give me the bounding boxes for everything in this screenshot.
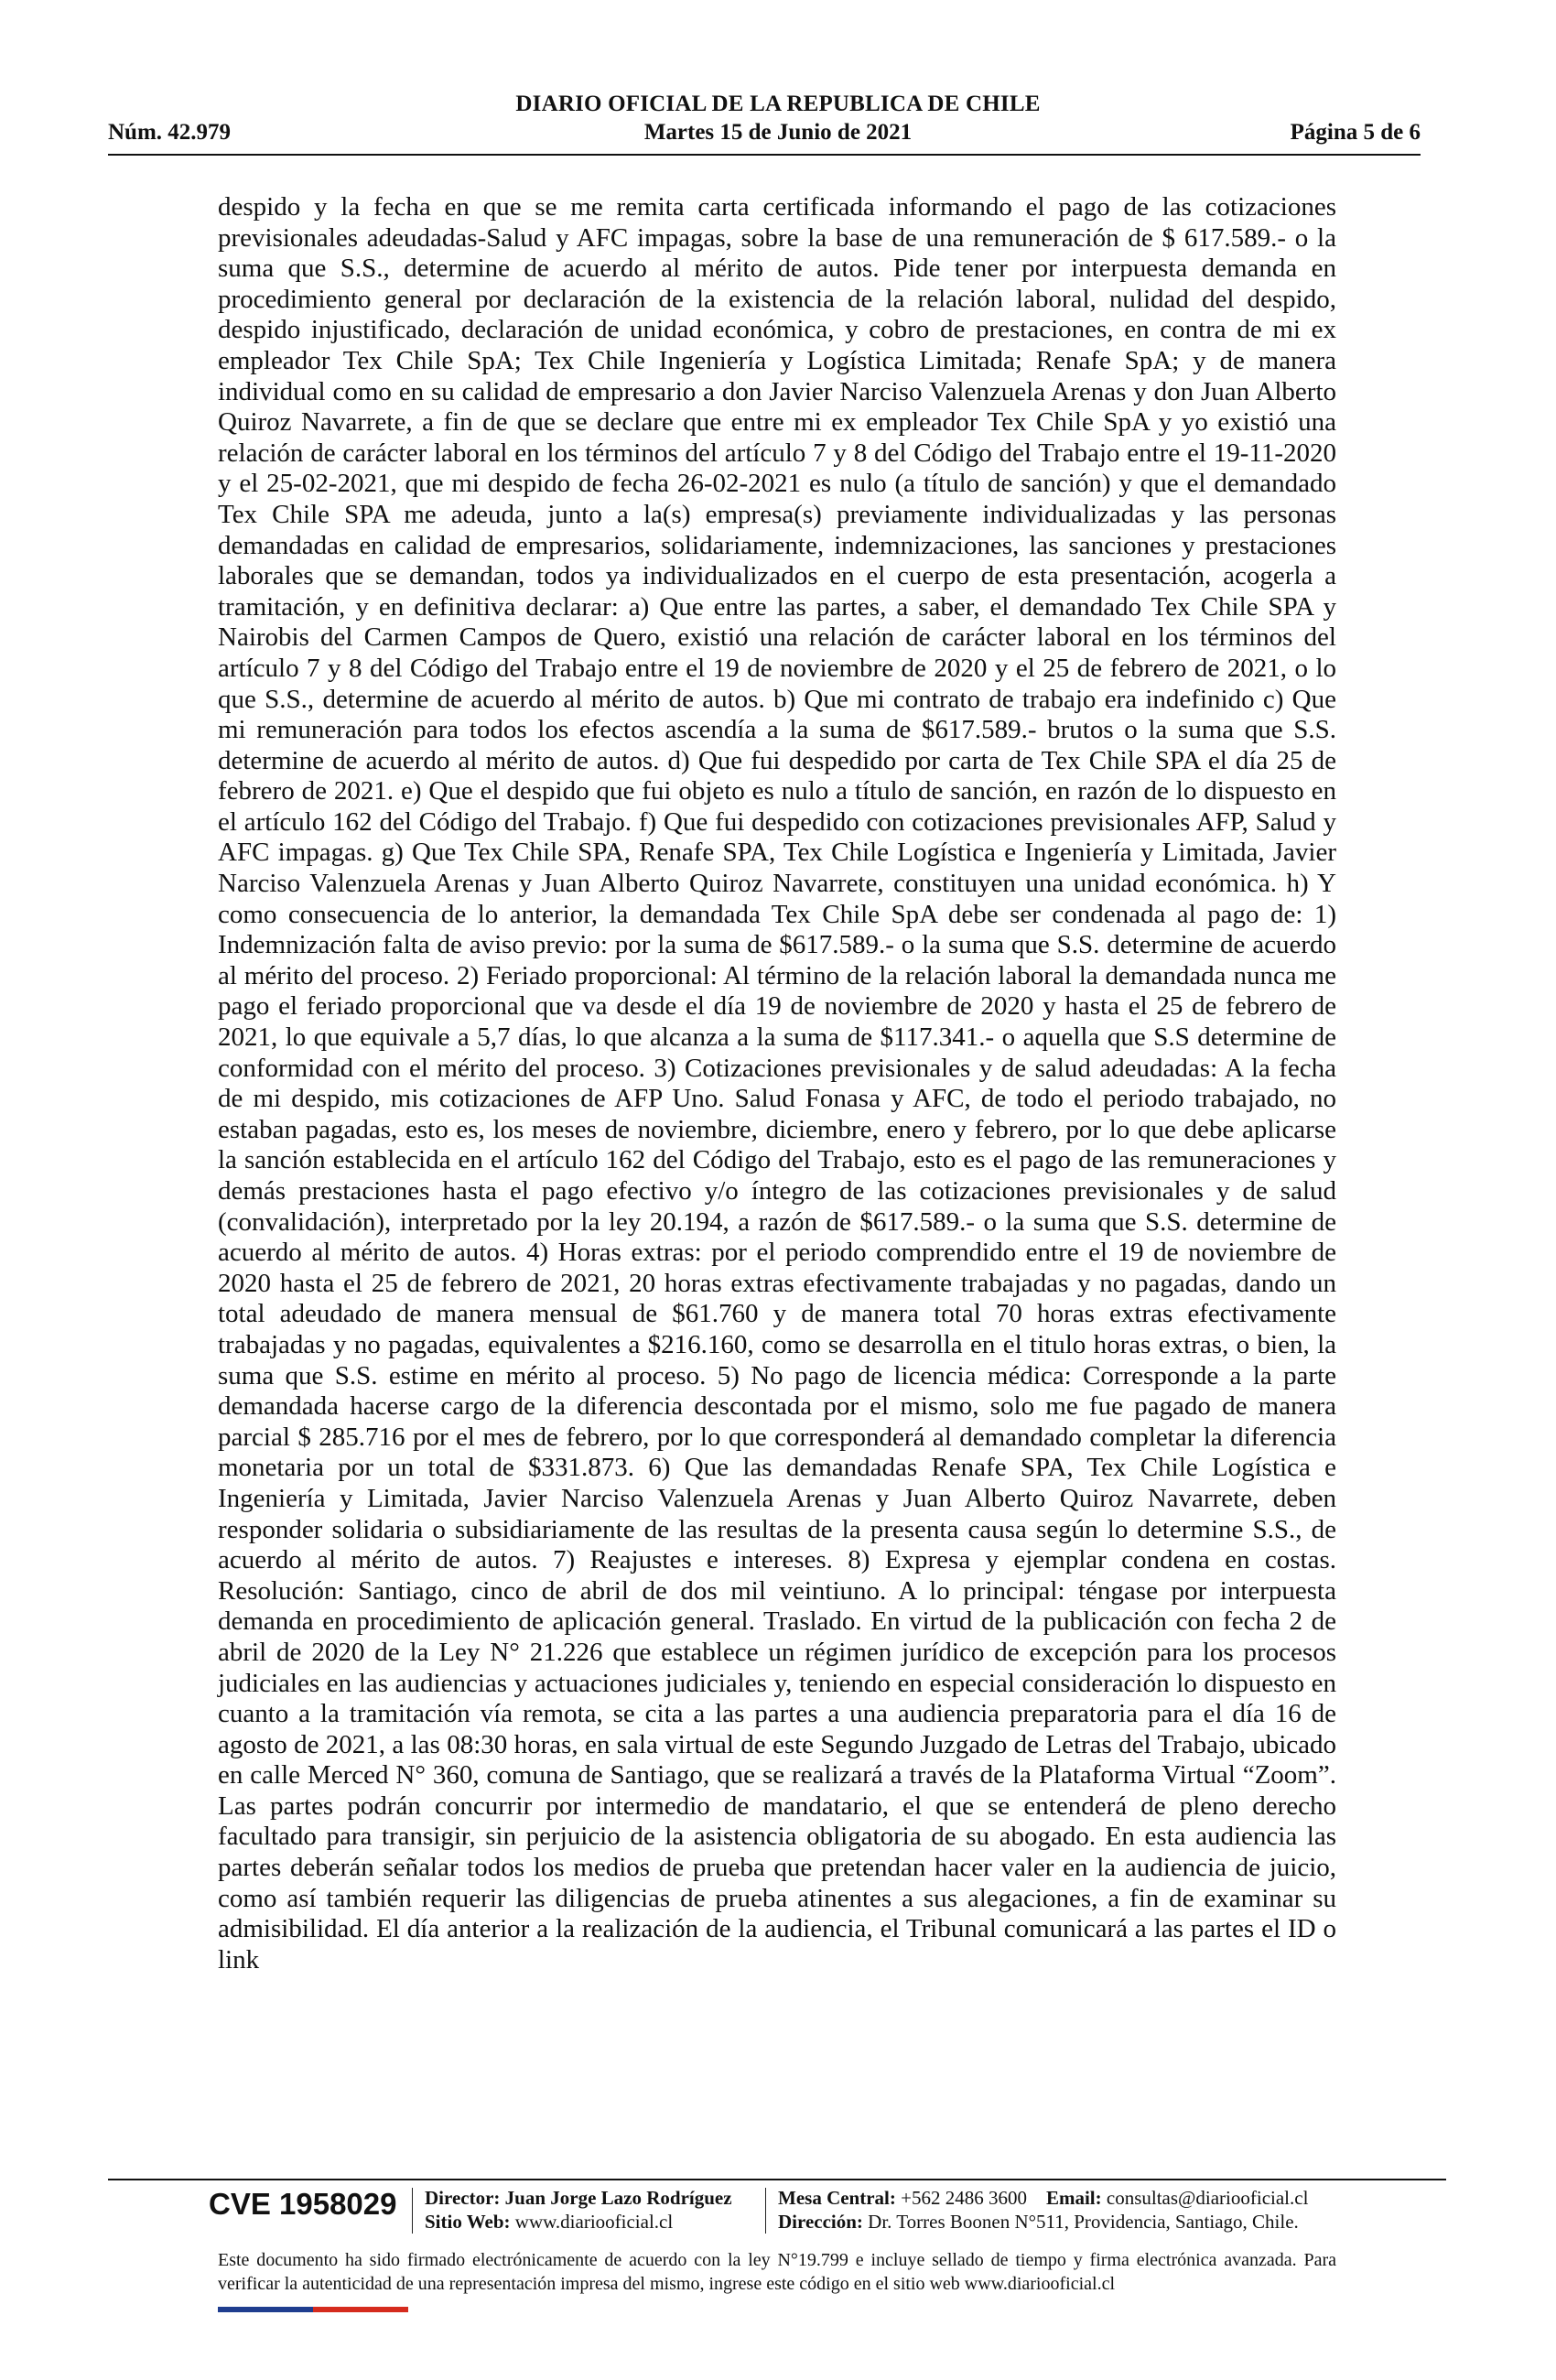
footer-separator: [412, 2188, 413, 2234]
director-label: Director:: [425, 2187, 501, 2209]
body-paragraph: despido y la fecha en que se me remita carta certificada informando el pago de las cotizaciones previsionales adeudadas-Salud y AFC impagas, sobre la base de una remuneración de $ 617.589.- o la suma que S.S., determine de acuerdo al mérito de autos. Pide tener por interpuesta demanda en procedimiento general por declaración de la existencia de la relación laboral, nulidad del despido, despido injustificado, declaración de unidad económica, y cobro de prestaciones, en contra de mi ex empleador Tex Chile SpA; Tex Chile Ingeniería y Logística Limitada; Renafe SpA; y de manera individual como en su calidad de empresario a don Javier Narciso Valenzuela Arenas y don Juan Alberto Quiroz Navarrete, a fin de que se declare que entre mi ex empleador Tex Chile SpA y yo existió una relación de carácter laboral en los términos del artículo 7 y 8 del Código del Trabajo entre el 19-11-2020 y el 25-02-2021, que mi despido de fecha 26-02-2021 es nulo (a título de sanción) y que el demandado Tex Chile SPA me adeuda, junto a la(s) empresa(s) previamente individualizadas y las personas demandadas en calidad de empresarios, solidariamente, indemnizaciones, las sanciones y prestaciones laborales que se demandan, todos ya individualizados en el cuerpo de esta presentación, acogerla a tramitación, y en definitiva declarar: a) Que entre las partes, a saber, el demandado Tex Chile SPA y Nairobis del Carmen Campos de Quero, existió una relación de carácter laboral en los términos del artículo 7 y 8 del Código del Trabajo entre el 19 de noviembre de 2020 y el 25 de febrero de 2021, o lo que S.S., determine de acuerdo al mérito de autos. b) Que mi contrato de trabajo era indefinido c) Que mi remuneración para todos los efectos ascendía a la suma de $617.589.- brutos o la suma que S.S. determine de acuerdo al mérito de autos. d) Que fui despedido por carta de Tex Chile SPA el día 25 de febrero de 2021. e) Que el despido que fui objeto es nulo a título de sanción, en razón de lo dispuesto en el artículo 162 del Código del Trabajo. f) Que fui despedido con cotizaciones previsionales AFP, Salud y AFC impagas. g) Que Tex Chile SPA, Renafe SPA, Tex Chile Logística e Ingeniería y Limitada, Javier Narciso Valenzuela Arenas y Juan Alberto Quiroz Navarrete, constituyen una unidad económica. h) Y como consecuencia de lo anterior, la demandada Tex Chile SpA debe ser condenada al pago de: 1) Indemnización falta de aviso previo: por la suma de $617.589.- o la suma que S.S. determine de acuerdo al mérito del proceso. 2) Feriado proporcional: Al término de la relación laboral la demandada nunca me pago el feriado proporcional que va desde el día 19 de noviembre de 2020 y hasta el 25 de febrero de 2021, lo que equivale a 5,7 días, lo que alcanza a la suma de $117.341.- o aquella que S.S determine de conformidad con el mérito del proceso. 3) Cotizaciones previsionales y de salud adeudadas: A la fecha de mi despido, mis cotizaciones de AFP Uno. Salud Fonasa y AFC, de todo el periodo trabajado, no estaban pagadas, esto es, los meses de noviembre, diciembre, enero y febrero, por lo que debe aplicarse la sanción establecida en el artículo 162 del Código del Trabajo, esto es el pago de las remuneraciones y demás prestaciones hasta el pago efectivo y/o íntegro de las cotizaciones previsionales y de salud (convalidación), interpretado por la ley 20.194, a razón de $617.589.- o la suma que S.S. determine de acuerdo al mérito de autos. 4) Horas extras: por el periodo comprendido entre el 19 de noviembre de 2020 hasta el 25 de febrero de 2021, 20 horas extras efectivamente trabajadas y no pagadas, dando un total adeudado de manera mensual de $61.760 y de manera total 70 horas extras efectivamente trabajadas y no pagadas, equivalentes a $216.160, como se desarrolla en el titulo horas extras, o bien, la suma que S.S. estime en mérito al proceso. 5) No pago de licencia médica: Corresponde a la parte demandada hacerse cargo de la diferencia descontada por el mismo, solo me fue pagado de manera parcial $ 285.716 por el mes de febrero, por lo que corresponderá al demandado completar la diferencia monetaria por un total de $331.873. 6) Que las demandadas Renafe SPA, Tex Chile Logística e Ingeniería y Limitada, Javier Narciso Valenzuela Arenas y Juan Alberto Quiroz Navarrete, deben responder solidaria o subsidiariamente de las resultas de la presenta causa según lo determine S.S., de acuerdo al mérito de autos. 7) Reajustes e intereses. 8) Expresa y ejemplar condena en costas. Resolución: Santiago, cinco de abril de dos mil veintiuno. A lo principal: téngase por interpuesta demanda en procedimiento de aplicación general. Traslado. En virtud de la publicación con fecha 2 de abril de 2020 de la Ley N° 21.226 que establece un régimen jurídico de excepción para los procesos judiciales en las audiencias y actuaciones judiciales y, teniendo en especial consideración lo dispuesto en cuanto a la tramitación vía remota, se cita a las partes a una audiencia preparatoria para el día 16 de agosto de 2021, a las 08:30 horas, en sala virtual de este Segundo Juzgado de Letras del Trabajo, ubicado en calle Merced N° 360, comuna de Santiago, que se realizará a través de la Plataforma Virtual “Zoom”. Las partes podrán concurrir por intermedio de mandatario, el que se entenderá de pleno derecho facultado para transigir, sin perjuicio de la asistencia obligatoria de su abogado. En esta audiencia las partes deberán señalar todos los medios de prueba que pretendan hacer valer en la audiencia de juicio, como así también requerir las diligencias de prueba atinentes a sus alegaciones, a fin de examinar su admisibilidad. El día anterior a la realización de la audiencia, el Tribunal comunicará a las partes el ID o link: [218, 192, 1336, 1974]
director-name: Juan Jorge Lazo Rodríguez: [504, 2187, 732, 2209]
email-link[interactable]: consultas@diariooficial.cl: [1106, 2187, 1309, 2209]
footer-director-block: [425, 2186, 732, 2234]
header-divider: [108, 154, 1421, 156]
flag-red-segment: [313, 2307, 408, 2312]
phone-label: Mesa Central:: [778, 2187, 896, 2209]
footer-separator: [765, 2188, 766, 2234]
flag-blue-segment: [218, 2307, 313, 2312]
signature-note: Este documento ha sido firmado electrónicamente de acuerdo con la ley N°19.799 e incluye sellado de tiempo y firma electrónica avanzada. Para verificar la autenticidad de una representación impresa del mismo, ingrese este código en el sitio web www.diariooficial.cl: [218, 2250, 1336, 2294]
website-label: Sitio Web:: [425, 2211, 511, 2233]
flag-stripe: [218, 2307, 408, 2312]
page-indicator: Página 5 de 6: [1290, 120, 1421, 145]
footer-contact-block: [778, 2186, 1308, 2234]
newspaper-title: DIARIO OFICIAL DE LA REPUBLICA DE CHILE: [515, 92, 1041, 116]
address-label: Dirección:: [778, 2211, 863, 2233]
email-label: Email:: [1045, 2187, 1102, 2209]
footer-divider: [108, 2179, 1446, 2180]
address-text: Dr. Torres Boonen N°511, Providencia, Santiago, Chile.: [868, 2211, 1299, 2233]
issue-number: Núm. 42.979: [108, 120, 232, 145]
cve-code: CVE 1958029: [209, 2187, 397, 2221]
issue-date: Martes 15 de Junio de 2021: [643, 120, 913, 145]
website-link[interactable]: www.diariooficial.cl: [514, 2211, 674, 2233]
phone-number: +562 2486 3600: [901, 2187, 1027, 2209]
